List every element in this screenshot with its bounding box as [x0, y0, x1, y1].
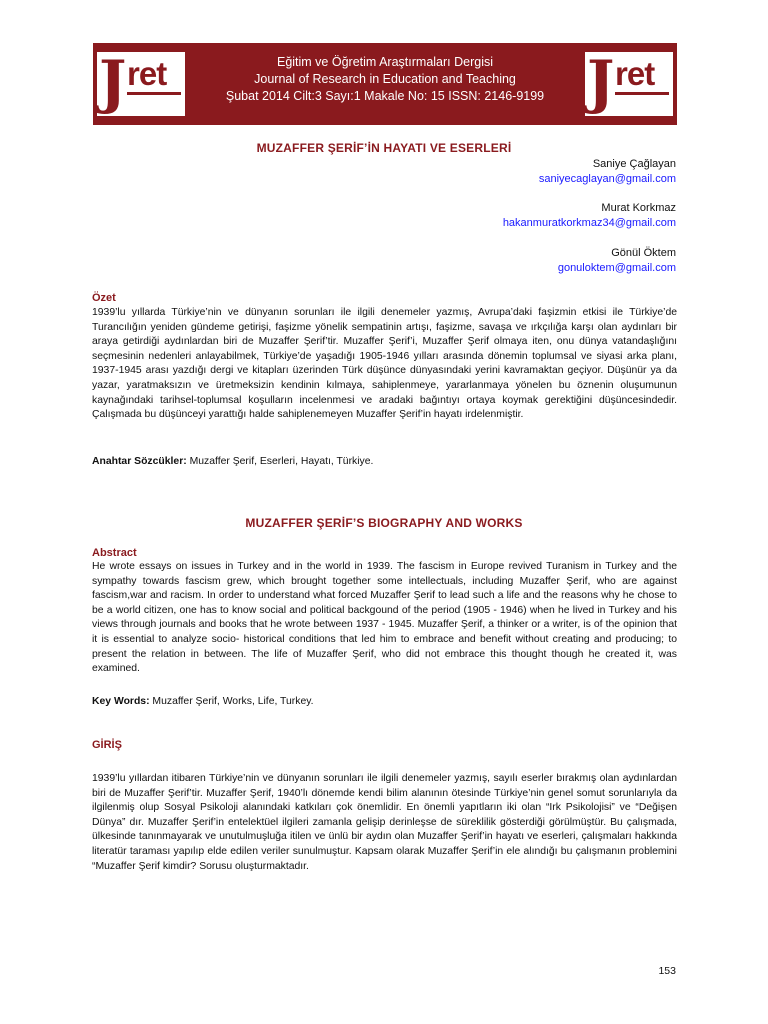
abstract-text: He wrote essays on issues in Turkey and in the world in 1939. The fascism in Europe revived Turanism in Turkey and the sympathy towards fascism grew, which brought together some intellectuals, including Muzaffer Şerif, who are against fascism,war and racism. In order to understand what forced Muzaffer Şerif to lead such a life and the reasons why he chose to be a world citizen, one has to know social and political backgound of the period (1905 - 1946) when he lived in Turkey and his views through journals and books that he wrote between 1937 - 1945. Muzaffer Şerif, a thinker or a writer, is of the opinion that it is essential to analyze socio- historical conditions that led him to embrace and benefit without creating and producing; to present the relation in between. The life of Muzaffer Şerif, who did not embrace this thought though he created it, was examined.	[92, 561, 677, 675]
author-block	[503, 201, 676, 231]
journal-name-en: Journal of Research in Education and Teaching	[254, 72, 516, 86]
author-name: Gönül Öktem	[611, 247, 676, 259]
abstract-heading: Abstract	[92, 547, 137, 559]
author-block	[539, 157, 676, 187]
author-email[interactable]: saniyecaglayan@gmail.com	[538, 173, 676, 185]
ozet-text: 1939’lu yıllarda Türkiye’nin ve dünyanın sorunları ile ilgili denemeler yazmış, Avrupa’daki faşizmin etkisi ile Türkiye’de Turancılığın yeniden gündeme getirişi, faşizme yönelik sempatinin artışı, faşizme, savaşa ve ırkçılığa karşı olan aydınları bir araya getirdiği aydınlardan biri de Muzaffer Şerif’tir. Muzaffer Şerif’i, Muzaffer Şerif olmaya iten, onu dünya vatandaşlığını seçmesinin nedenleri anlayabilmek, Türkiye’de yaşadığı 1905-1946 yılları arasında dönemin toplumsal ve siyasi arka planı, 1937-1945 arası yazdığı dergi ve kitapları üzerinden Türk düşünce dünyasındaki yerini kavramaktan geçiyor. Düşünür ya da yazar, yaratmaksızın ve üretmeksizin kendinin kılmaya, sahiplenmeye, yararlanmaya yönelen bu öznenin oluşumunun kaynağındaki tarihsel-toplumsal koşulların incelenmesi ve aradaki bağıntıyı ortaya koymak gerektiğini düşüncesindedir. Çalışmada bu düşünceyi yarattığı halde sahiplenemeyen Muzaffer Şerif’in hayatı irdelenmiştir.	[92, 307, 677, 421]
keywords-value: Muzaffer Şerif, Works, Life, Turkey.	[149, 696, 314, 707]
page-number: 153	[658, 965, 676, 977]
journal-header-banner	[93, 43, 677, 125]
keywords-label: Key Words:	[92, 696, 150, 707]
anahtar-sozcukler	[92, 456, 373, 467]
keywords-label: Anahtar Sözcükler:	[92, 456, 187, 467]
journal-logo-left: J ret	[97, 52, 185, 116]
giris-text: 1939’lu yıllardan itibaren Türkiye’nin ve dünyanın sorunları ile ilgili denemeler yazmış, sayılı eserler bırakmış olan aydınlardan biri de Muzaffer Şerif’tir. Muzaffer Şerif, 1940’lı dönemde kendi bilim alanının ötesinde Türkiye’nin genel somut sorunlarıyla da ilgilenmiş olup Sosyal Psikoloji alanındaki katkıları çok önemlidir. En önemli yapıtların iki olan “Irk Psikolojisi” ve “Değişen Dünya” dır. Muzaffer Şerif’in entelektüel ilgileri zamanla gelişip derinleşse de süreklilik gösterdiği görülmüştür. Bu çalışmada, ülkesinde tanınmayarak ve unutulmuşluğa itilen ve ünlü bir aydın olan Muzaffer Şerif’in hayatı ve eserleri, çalışmaları hakkında literatür taraması yapılıp elde edilen veriler sunulmuştur. Kapsam olarak Muzaffer Şerif’in ele alındığı bu çalışmanın problemini “Muzaffer Şerif kimdir? Sorusu oluşturmaktadır.	[92, 773, 677, 872]
author-block	[558, 246, 676, 276]
keywords-value: Muzaffer Şerif, Eserleri, Hayatı, Türkiye.	[186, 456, 374, 467]
author-name: Saniye Çağlayan	[592, 158, 676, 170]
journal-logo-right: J ret	[585, 52, 673, 116]
author-name: Murat Korkmaz	[601, 202, 676, 214]
article-title-tr: MUZAFFER ŞERİF’İN HAYATI VE ESERLERİ	[256, 141, 512, 155]
author-email[interactable]: gonuloktem@gmail.com	[557, 262, 676, 274]
journal-name-tr: Eğitim ve Öğretim Araştırmaları Dergisi	[276, 55, 494, 69]
ozet-heading: Özet	[92, 292, 116, 304]
author-email[interactable]: hakanmuratkorkmaz34@gmail.com	[502, 217, 676, 229]
issue-info: Şubat 2014 Cilt:3 Sayı:1 Makale No: 15 ISSN: 2146-9199	[225, 89, 545, 103]
key-words	[92, 696, 314, 707]
article-title-en: MUZAFFER ŞERİF’S BIOGRAPHY AND WORKS	[245, 516, 523, 530]
journal-info	[193, 54, 577, 105]
giris-heading: GİRİŞ	[92, 739, 122, 751]
